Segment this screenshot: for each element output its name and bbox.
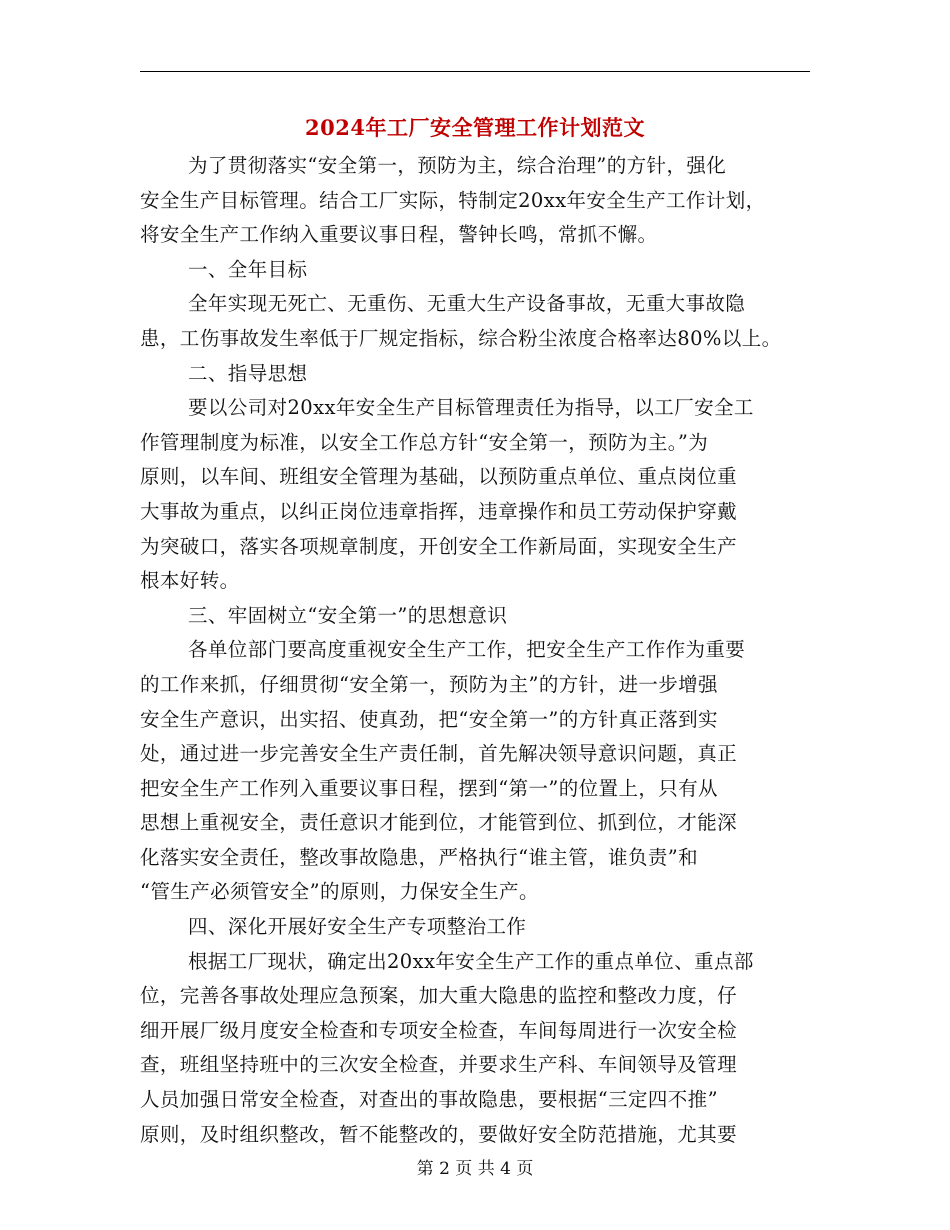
text-line: 患，工伤事故发生率低于厂规定指标，综合粉尘浓度合格率达80%以上。: [140, 326, 782, 350]
text-line: 三、牢固树立“安全第一”的思想意识: [188, 603, 508, 627]
document-title: 2024年工厂安全管理工作计划范文: [305, 115, 645, 140]
text-line: 全年实现无死亡、无重伤、无重大生产设备事故，无重大事故隐: [188, 292, 746, 316]
text-line: “管生产必须管安全”的原则，力保安全生产。: [140, 880, 539, 904]
text-line: 安全生产意识，出实招、使真劲，把“安全第一”的方针真正落到实: [140, 707, 718, 731]
text-line: 将安全生产工作纳入重要议事日程，警钟长鸣，常抓不懈。: [140, 223, 658, 247]
text-line: 原则，以车间、班组安全管理为基础，以预防重点单位、重点岗位重: [140, 465, 738, 489]
text-line: 化落实安全责任，整改事故隐患，严格执行“谁主管，谁负责”和: [140, 845, 699, 869]
text-line: 把安全生产工作列入重要议事日程，摆到“第一”的位置上，只有从: [140, 776, 718, 800]
header-rule: [140, 71, 810, 72]
page-indicator: 第 2 页 共 4 页: [416, 1159, 534, 1179]
text-line: 安全生产目标管理。结合工厂实际，特制定20xx年安全生产工作计划，: [140, 188, 766, 212]
text-line: 二、指导思想: [188, 361, 308, 385]
text-line: 位，完善各事故处理应急预案，加大重大隐患的监控和整改力度，仔: [140, 984, 738, 1008]
text-line: 的工作来抓，仔细贯彻“安全第一，预防为主”的方针，进一步增强: [140, 672, 718, 696]
text-line: 原则，及时组织整改，暂不能整改的，要做好安全防范措施，尤其要: [140, 1122, 738, 1146]
text-line: 各单位部门要高度重视安全生产工作，把安全生产工作作为重要: [188, 638, 746, 662]
text-line: 查，班组坚持班中的三次安全检查，并要求生产科、车间领导及管理: [140, 1053, 738, 1077]
text-line: 要以公司对20xx年安全生产目标管理责任为指导，以工厂安全工: [188, 396, 754, 420]
text-line: 一、全年目标: [188, 257, 308, 281]
text-line: 思想上重视安全，责任意识才能到位，才能管到位、抓到位，才能深: [140, 811, 738, 835]
text-line: 大事故为重点，以纠正岗位违章指挥，违章操作和员工劳动保护穿戴: [140, 499, 738, 523]
text-line: 为突破口，落实各项规章制度，开创安全工作新局面，实现安全生产: [140, 534, 738, 558]
text-line: 根本好转。: [140, 569, 240, 593]
text-line: 四、深化开展好安全生产专项整治工作: [188, 915, 527, 939]
document-body: [140, 149, 820, 1152]
text-line: 作管理制度为标准，以安全工作总方针“安全第一，预防为主。”为: [140, 430, 709, 454]
text-line: 人员加强日常安全检查，对查出的事故隐患，要根据“三定四不推”: [140, 1088, 718, 1112]
text-line: 为了贯彻落实“安全第一，预防为主，综合治理”的方针，强化: [188, 154, 727, 177]
text-line: 处，通过进一步完善安全生产责任制，首先解决领导意识问题，真正: [140, 742, 738, 766]
text-line: 根据工厂现状，确定出20xx年安全生产工作的重点单位、重点部: [188, 949, 754, 973]
text-line: 细开展厂级月度安全检查和专项安全检查，车间每周进行一次安全检: [140, 1018, 738, 1042]
